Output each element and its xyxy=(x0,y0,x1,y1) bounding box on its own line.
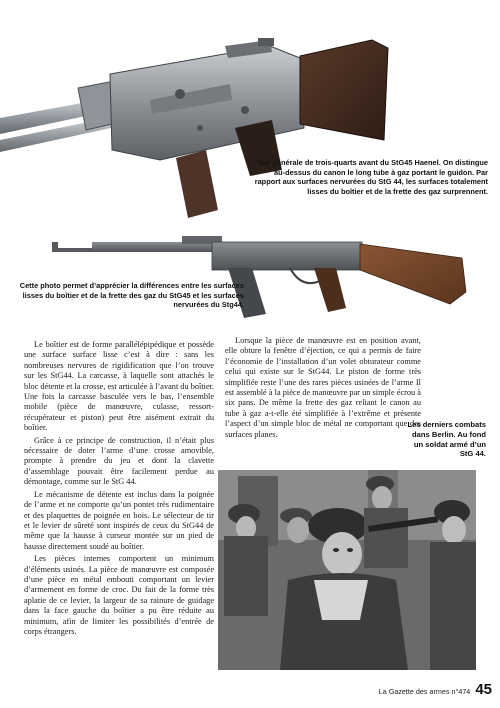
page-footer xyxy=(379,681,492,698)
paragraph: Les pièces internes comportent un minimum d’éléments usinés. La pièce de manœuvre est composée d’une pièce en métal embouti comportant un levier d’armement en forme de croc. Du fait de la forme très aplatie de ce levier, la largeur de sa rainure de guidage dans la face gauche du boîtier a pu être réduite au minimum, afin de limiter les possibilités d’entrée de corps étrangers. xyxy=(24,554,214,636)
caption-middle: Cette photo permet d’apprécier la différences entre les surfaces lisses du boîtier et de la frette des gaz du StG45 et les surfaces nervurées du Stg44. xyxy=(19,281,244,310)
paragraph: Grâce à ce principe de construction, il n’était plus nécessaire de doter l’arme d’une crosse amovible, prompte à prendre du jeu et dont la clavette d’assemblage pouvait être facilement perdue au démontage, comme sur le StG 44. xyxy=(24,435,214,487)
page-number: 45 xyxy=(475,681,492,698)
caption-top: Vue générale de trois-quarts avant du StG45 Haenel. On distingue au-dessus du canon le long tube à gaz portant le guidon. Par rapport aux surfaces nervurées du StG 44, les surfaces totalement lisses du boîtier et de la frette des gaz surprennent. xyxy=(254,158,488,196)
caption-right: Les derniers combats dans Berlin. Au fond un soldat armé d’un StG 44. xyxy=(407,420,486,459)
stg45-closeup-photo xyxy=(0,0,500,232)
paragraph: Lorsque la pièce de manœuvre est en position avant, elle obture la fenêtre d’éjection, ce qui a permis de faire l’économie de l’installation d’un volet obturateur comme celui qui existe sur le StG44. Le piston de forme très simplifiée reste l’une des rares pièces usinées de l’arme Il est assemblé à la pièce de manœuvre par un simple écrou à six pans. De même la frette des gaz reliant le canon au tube à gaz a-t-elle été simplifiée à l’extrême et présente l’aspect d’un simple bloc de métal ne comportant que des surfaces planes. xyxy=(225,336,421,439)
text-column-right xyxy=(225,336,421,442)
text-column-left xyxy=(24,340,214,639)
paragraph: Le boîtier est de forme parallélépipédique et possède une surface surface lisse c’est à dire : sans les nombreuses nervures de rigidification que l’on trouve sur les StG44. La carcasse, à laquelle sont attachés le bloc détente et la crosse, est articulée à l’avant du boîtier. Une fois la carcasse basculée vers le bas, l’ensemble mobile (pièce de manœuvre, culasse, ressort-récupérateur et piston) peut être aisément extrait du boîtier. xyxy=(24,340,214,433)
stg45-side-view-photo xyxy=(52,230,470,326)
paragraph: Le mécanisme de détente est inclus dans la poignée de l’arme et ne comporte qu’un pontet très rudimentaire et des plaquettes de poignée en bois. Le sélecteur de tir et le levier de sûreté sont inspirés de ceux du StG44 de même que la hausse à curseur montée sur un pied de hausse directement soudé au boîtier. xyxy=(24,489,214,551)
magazine-name: La Gazette des armes n°474 xyxy=(378,687,471,696)
berlin-soldiers-photo xyxy=(218,470,476,670)
